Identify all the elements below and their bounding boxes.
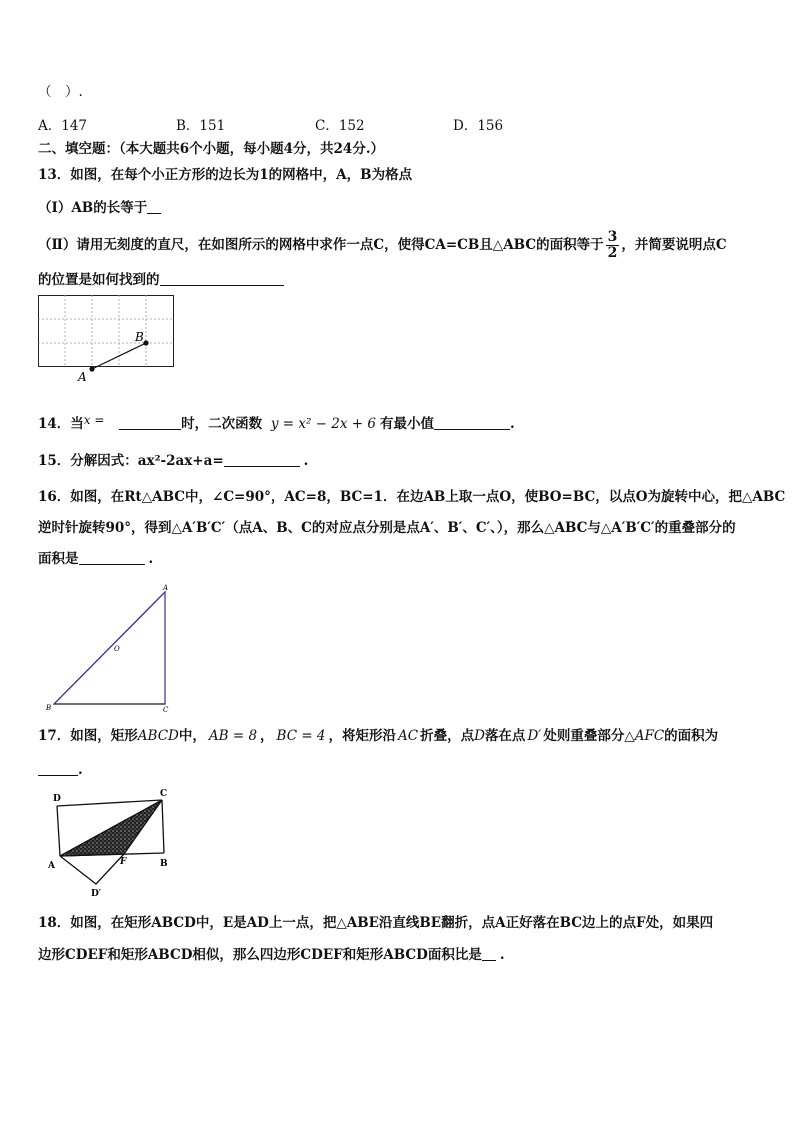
segment-ab xyxy=(92,343,146,369)
q13-frac-den: 2 xyxy=(607,245,618,261)
q17-fold-figure xyxy=(44,786,180,904)
overlap-triangle-afc xyxy=(60,800,162,856)
q17-d: D xyxy=(474,728,485,744)
label-c: C xyxy=(163,706,169,714)
q17-p5: 折叠，点 xyxy=(420,728,475,744)
q17-dprime: D′ xyxy=(527,728,542,744)
q17-p7: 处则重叠部分 xyxy=(543,728,625,744)
q17-end: . xyxy=(78,762,83,778)
q14-x-eq: x = xyxy=(83,413,105,427)
q17-p3: ， xyxy=(260,728,274,744)
q18-line2 xyxy=(38,945,505,965)
q13-part2 xyxy=(38,230,727,261)
q16-end: . xyxy=(148,551,154,567)
q13-stem: 13．如图，在每个小正方形的边长为1的网格中，A，B为格点 xyxy=(38,167,413,183)
q13-part2-a: （Ⅱ）请用无刻度的直尺，在如图所示的网格中求作一点C，使得CA=CB且△ABC的面积等于 xyxy=(38,237,604,253)
q12-option-d: D．156 xyxy=(453,118,504,134)
folded-edge-d-prime xyxy=(60,854,124,884)
q12-tail: （ ）. xyxy=(38,84,83,100)
label-b: B xyxy=(46,704,52,712)
q16-blank[interactable] xyxy=(79,550,145,565)
label-c: C xyxy=(160,789,168,799)
q14-function: y = x² − 2x + 6 xyxy=(270,416,376,432)
q17-ac: AC xyxy=(398,728,419,744)
q14-line xyxy=(38,410,515,434)
q15-blank[interactable] xyxy=(224,452,300,467)
q17-bc: BC = 4 xyxy=(276,728,326,744)
q14-blank-1[interactable] xyxy=(119,415,181,430)
q14-post: 有最小值 xyxy=(379,416,434,432)
q13-part2-c: 的位置是如何找到的 xyxy=(38,272,160,288)
q13-part1 xyxy=(38,198,161,218)
q17-p4: ，将矩形沿 xyxy=(328,728,397,744)
q17-p8: 的面积为 xyxy=(664,728,719,744)
q15-text: 15．分解因式：ax²-2ax+a= xyxy=(38,453,224,469)
label-f: F xyxy=(120,857,127,867)
q17-abcd: ABCD xyxy=(137,728,179,744)
q15-line xyxy=(38,451,308,471)
point-b xyxy=(143,340,148,345)
q13-part1-text: （Ⅰ）AB的长等于 xyxy=(38,200,148,216)
q16-triangle-figure xyxy=(44,582,180,712)
label-d: D xyxy=(53,794,61,804)
point-a xyxy=(89,366,94,371)
q16-line2: 逆时针旋转90°，得到△A′B′C′（点A、B、C的对应点分别是点A′、B′、C′、），那么△ABC与△A′B′C′的重叠部分的 xyxy=(38,520,736,536)
q15-end: . xyxy=(303,453,309,469)
q13-part2-cont xyxy=(38,270,284,290)
q17-ab: AB = 8 xyxy=(208,728,258,744)
q16-line3-text: 面积是 xyxy=(38,551,79,567)
label-o: O xyxy=(114,645,120,653)
q13-blank-1[interactable] xyxy=(147,199,161,214)
q17-p1: 17．如图，矩形 xyxy=(38,728,138,744)
q14-blank-2[interactable] xyxy=(434,415,510,430)
q13-grid-figure xyxy=(38,295,174,384)
q14-end: . xyxy=(509,416,515,432)
q18-line2-text: 边形CDEF和矩形ABCD相似，那么四边形CDEF和矩形ABCD面积比是 xyxy=(38,947,482,963)
q17-blank[interactable] xyxy=(38,761,78,776)
q12-option-c: C．152 xyxy=(315,118,365,134)
q13-fraction xyxy=(606,230,620,261)
section-heading: 二、填空题：（本大题共6个小题，每小题4分，共24分.） xyxy=(38,141,385,157)
q14-pre: 14．当 xyxy=(38,416,84,432)
q13-frac-num: 3 xyxy=(607,229,618,245)
q17-answer-line xyxy=(38,760,83,780)
grid-border xyxy=(39,296,174,367)
label-a: A xyxy=(78,370,87,384)
q16-line3 xyxy=(38,549,153,569)
grid-lines xyxy=(38,295,174,367)
q13-blank-2[interactable] xyxy=(160,271,284,286)
q17-line xyxy=(38,726,718,746)
hypotenuse-ab xyxy=(54,592,165,704)
label-a: A xyxy=(163,584,169,592)
label-b: B xyxy=(160,859,168,869)
q12-option-b: B．151 xyxy=(176,118,226,134)
label-d-prime: D′ xyxy=(91,889,102,899)
q13-part2-b: ，并简要说明点C xyxy=(621,237,727,253)
q18-end: . xyxy=(499,947,505,963)
q14-mid: 时，二次函数 xyxy=(181,416,263,432)
label-b: B xyxy=(135,330,144,344)
q17-triangle: △AFC xyxy=(624,728,665,744)
q17-p6: 落在点 xyxy=(484,728,526,744)
q16-line1: 16．如图，在Rt△ABC中，∠C=90°，AC=8，BC=1．在边AB上取一点O，使BO=BC，以点O为旋转中心，把△ABC xyxy=(38,489,786,505)
q12-option-a: A．147 xyxy=(38,118,88,134)
label-a: A xyxy=(48,861,55,871)
q18-line1: 18．如图，在矩形ABCD中，E是AD上一点，把△ABE沿直线BE翻折，点A正好落在BC边上的点F处，如果四 xyxy=(38,915,714,931)
q17-p2: 中， xyxy=(178,728,206,744)
q18-blank[interactable] xyxy=(482,946,496,961)
